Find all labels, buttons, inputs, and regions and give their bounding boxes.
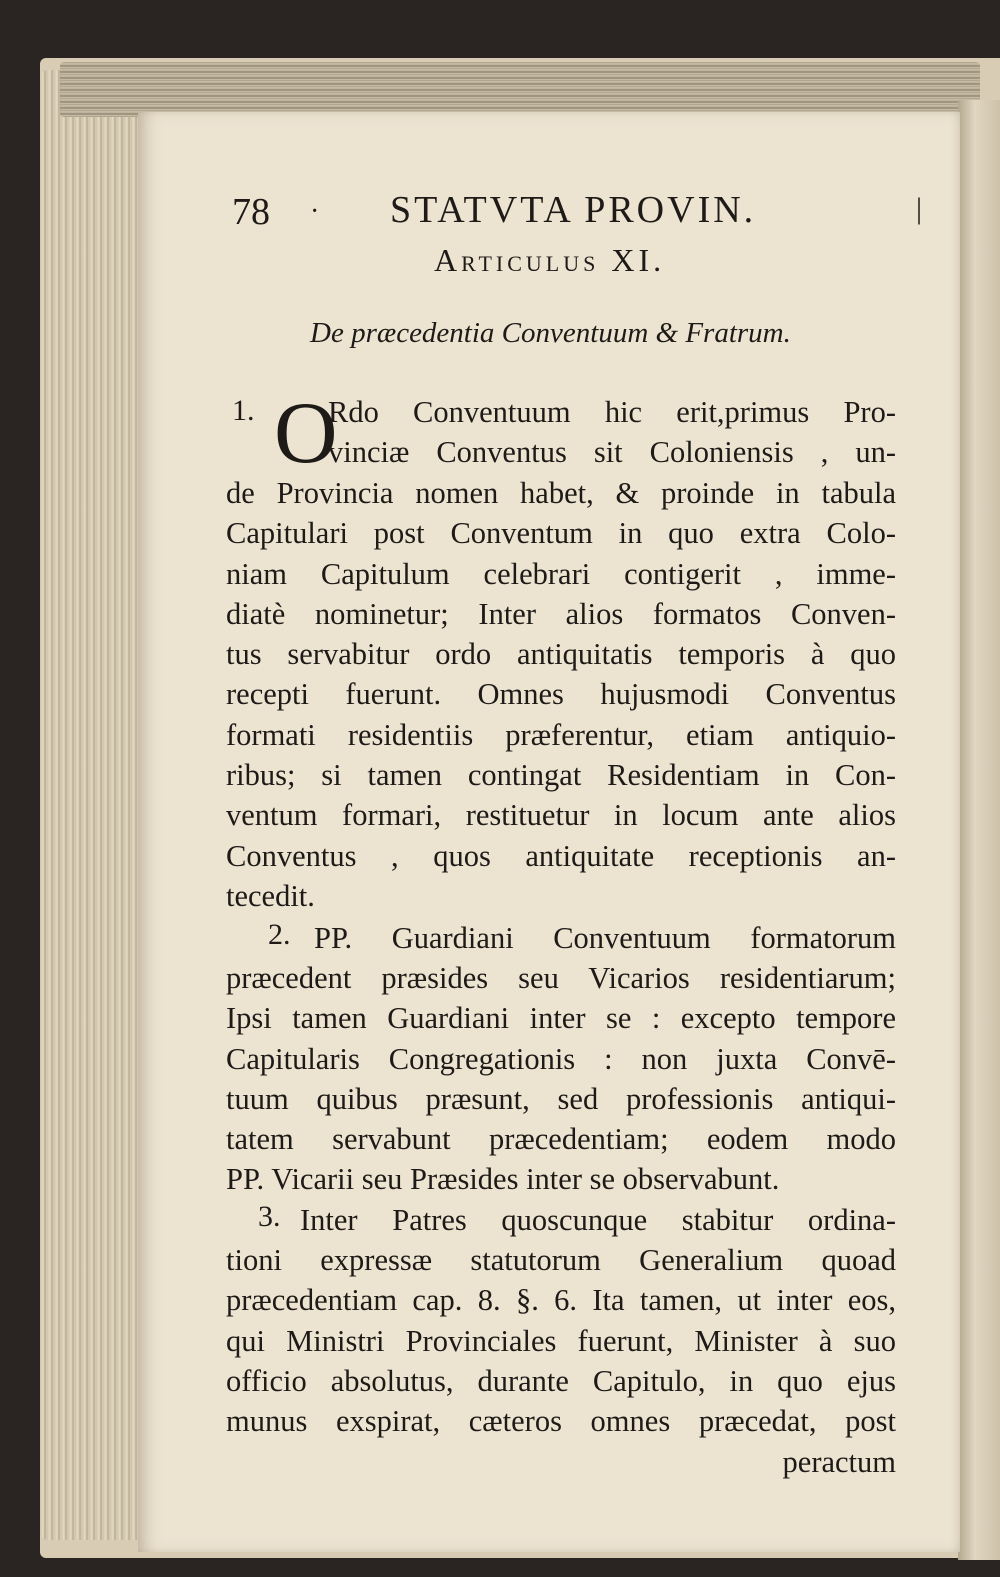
text-line: Inter Patres quoscunque stabitur ordina- bbox=[300, 1203, 896, 1237]
text-line: præcedentiam cap. 8. §. 6. Ita tamen, ut inter eos, bbox=[226, 1283, 896, 1318]
text-line: ribus; si tamen contingat Residentiam in Con- bbox=[226, 758, 896, 793]
text-line: Conventus , quos antiquitate receptionis an- bbox=[226, 838, 896, 873]
catchword-line bbox=[226, 1442, 896, 1482]
text-line: Capitularis Congregationis : non juxta Convē- bbox=[226, 1041, 896, 1076]
paragraph-2-body bbox=[226, 958, 896, 1200]
text-line: Capitulari post Conventum in quo extra Colo- bbox=[226, 516, 896, 551]
paragraph-3-body bbox=[226, 1240, 896, 1441]
subheading: De præcedentia Conventuum & Fratrum. bbox=[310, 317, 791, 349]
catchword: peractum bbox=[782, 1445, 896, 1479]
text-line: recepti fuerunt. Omnes hujusmodi Conventus bbox=[226, 677, 896, 712]
text-line: PP. Vicarii seu Præsides inter se observabunt. bbox=[226, 1162, 780, 1197]
text-line: Ipsi tamen Guardiani inter se : excepto tempore bbox=[226, 1001, 896, 1036]
drop-capital: O bbox=[274, 385, 338, 482]
text-line: qui Ministri Provinciales fuerunt, Minister à suo bbox=[226, 1323, 896, 1358]
text-line: tatem servabunt præcedentiam; eodem modo bbox=[226, 1122, 896, 1157]
text-line: diatè nominetur; Inter alios formatos Conven- bbox=[226, 596, 896, 631]
text-line: niam Capitulum celebrari contigerit , imme- bbox=[226, 556, 896, 591]
paragraph-1-opening bbox=[328, 392, 896, 473]
text-line: formati residentiis præferentur, etiam antiquio- bbox=[226, 717, 896, 752]
paragraph-1-body bbox=[226, 473, 896, 916]
page-edges-top bbox=[60, 62, 980, 117]
text-line: tecedit. bbox=[226, 878, 315, 913]
paragraph-3-number: 3. bbox=[258, 1200, 281, 1233]
folio-number: 78 bbox=[232, 191, 270, 233]
running-title: STATVTA PROVIN. bbox=[390, 189, 757, 231]
paragraph-3-first-line bbox=[300, 1200, 896, 1240]
header-separator: · bbox=[310, 196, 320, 227]
text-line: officio absolutus, durante Capitulo, in quo ejus bbox=[226, 1363, 896, 1398]
facing-page-edge bbox=[958, 100, 1000, 1560]
header-mark: | bbox=[916, 192, 923, 225]
book-page bbox=[138, 112, 960, 1552]
text-line: PP. Guardiani Conventuum formatorum bbox=[314, 921, 896, 955]
text-line: tuum quibus præsunt, sed professionis antiqui- bbox=[226, 1081, 896, 1116]
text-line: tioni expressæ statutorum Generalium quoad bbox=[226, 1243, 896, 1277]
paragraph-2-first-line bbox=[314, 918, 896, 958]
page-stack-left bbox=[40, 70, 140, 1540]
text-line: de Provincia nomen habet, & proinde in tabula bbox=[226, 476, 896, 510]
text-line: præcedent præsides seu Vicarios residentiarum; bbox=[226, 961, 896, 995]
text-line: vinciæ Conventus sit Coloniensis , un- bbox=[328, 435, 896, 470]
text-line: Rdo Conventuum hic erit,primus Pro- bbox=[328, 395, 896, 429]
article-title: Articulus XI. bbox=[434, 242, 666, 278]
text-line: munus exspirat, cæteros omnes præcedat, post bbox=[226, 1404, 896, 1439]
paragraph-1-number: 1. bbox=[232, 394, 255, 427]
text-line: tus servabitur ordo antiquitatis temporis à quo bbox=[226, 637, 896, 672]
text-line: ventum formari, restituetur in locum ante alios bbox=[226, 798, 896, 833]
paragraph-2-number: 2. bbox=[268, 918, 291, 951]
